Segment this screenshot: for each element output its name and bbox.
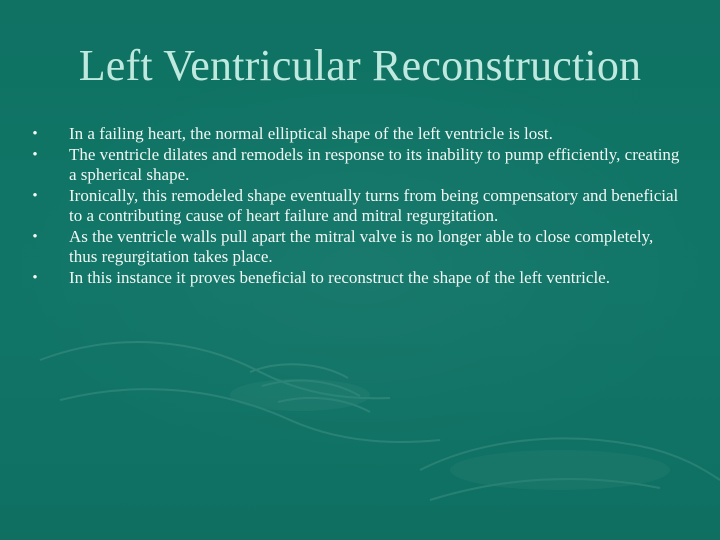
bullet-item	[0, 186, 720, 227]
slide-title: Left Ventricular Reconstruction	[78, 41, 642, 90]
bullet-item	[0, 145, 720, 186]
bullet-item	[0, 227, 720, 268]
bullet-text: In a failing heart, the normal elliptical shape of the left ventricle is lost.	[69, 124, 553, 143]
bullet-text: Ironically, this remodeled shape eventually turns from being compensatory and beneficial to a contributing cause of heart failure and mitral regurgitation.	[69, 185, 679, 225]
bullet-item	[0, 124, 720, 145]
bullet-item	[0, 268, 720, 289]
bullet-marker-icon: •	[32, 187, 38, 204]
bullet-text: The ventricle dilates and remodels in response to its inability to pump efficiently, creating a spherical shape.	[69, 144, 680, 184]
bullet-marker-icon: •	[32, 269, 38, 286]
bullet-marker-icon: •	[32, 146, 38, 163]
bullet-text: As the ventricle walls pull apart the mitral valve is no longer able to close completely, thus regurgitation takes place.	[69, 226, 654, 266]
bullet-text: In this instance it proves beneficial to reconstruct the shape of the left ventricle.	[69, 267, 610, 287]
bullet-marker-icon: •	[32, 228, 38, 245]
bullet-marker-icon: •	[32, 126, 38, 142]
bullet-list	[0, 124, 720, 288]
